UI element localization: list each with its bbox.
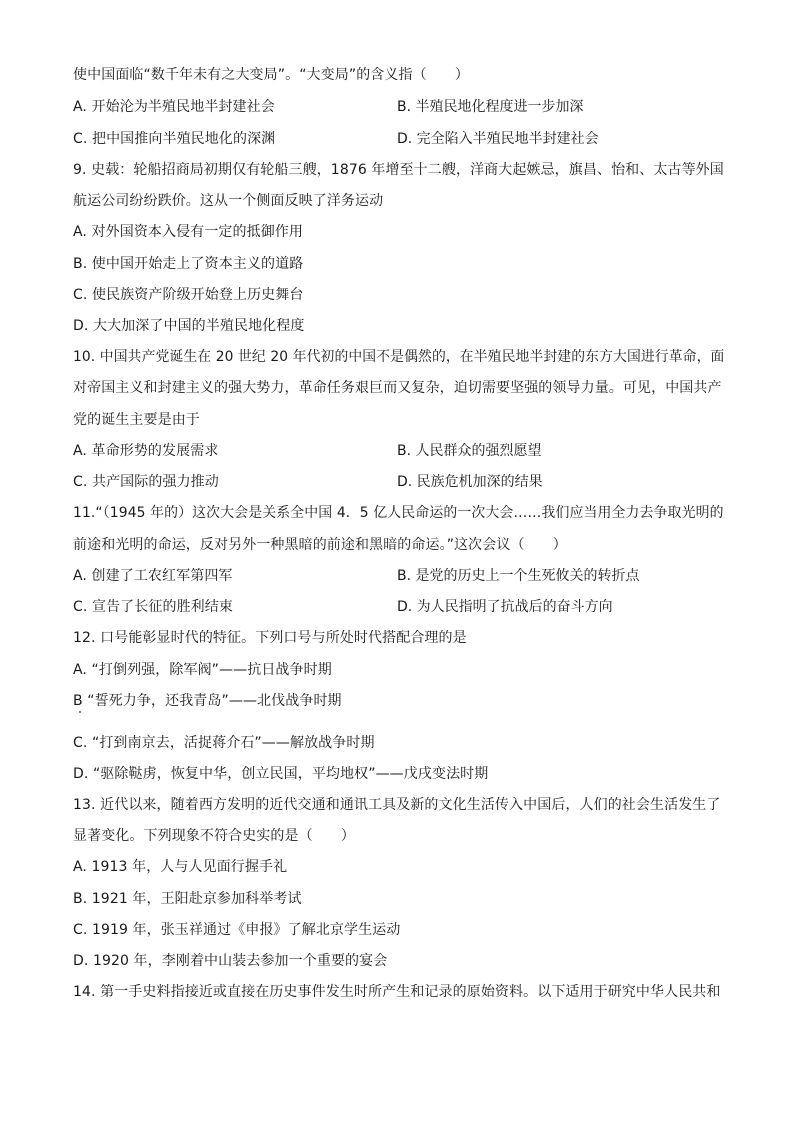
q12-option-c: C. “打到南京去，活捉蒋介石”——解放战争时期 [73, 735, 375, 751]
q10-stem-line3: 党的诞生主要是由于 [73, 412, 200, 428]
q11-option-d: D. 为人民指明了抗战后的奋斗方向 [397, 599, 613, 615]
q9-option-b: B. 使中国开始走上了资本主义的道路 [73, 256, 304, 272]
q9-option-d: D. 大大加深了中国的半殖民地化程度 [73, 318, 305, 334]
q13-option-c: C. 1919 年，张玉祥通过《申报》了解北京学生运动 [73, 922, 401, 938]
q9-option-c: C. 使民族资产阶级开始登上历史舞台 [73, 287, 304, 303]
q13-option-b: B. 1921 年，王阳赴京参加科举考试 [73, 891, 302, 907]
q14-stem-line1: 14. 第一手史料指接近或直接在历史事件发生时所产生和记录的原始资料。以下适用于研究中华人民共和 [73, 984, 721, 1000]
q12-stem: 12. 口号能彰显时代的特征。下列口号与所处时代搭配合理的是 [73, 630, 467, 646]
stray-dot-mark [79, 711, 81, 713]
q9-stem-line1: 9. 史载：轮船招商局初期仅有轮船三艘，1876 年增至十二艘，洋商大起嫉忌，旗昌、怡和、太古等外国 [73, 162, 724, 178]
q9-stem-line2: 航运公司纷纷跌价。这从一个侧面反映了洋务运动 [73, 193, 384, 209]
q10-option-b: B. 人民群众的强烈愿望 [397, 443, 542, 459]
q8-option-d: D. 完全陷入半殖民地半封建社会 [397, 131, 599, 147]
q10-option-c: C. 共产国际的强力推动 [73, 474, 219, 490]
q13-option-a: A. 1913 年，人与人见面行握手礼 [73, 859, 288, 875]
q13-stem-line1: 13. 近代以来，随着西方发明的近代交通和通讯工具及新的文化生活传入中国后，人们的社会生活发生了 [73, 797, 721, 813]
q10-option-d: D. 民族危机加深的结果 [397, 474, 543, 490]
q8-option-b: B. 半殖民地化程度进一步加深 [397, 99, 584, 115]
q12-option-d: D. “驱除鞑虏，恢复中华，创立民国，平均地权”——戊戌变法时期 [73, 766, 489, 782]
q8-stem: 使中国面临“数千年未有之大变局”。“大变局”的含义指（ ） [73, 67, 470, 83]
q8-option-c: C. 把中国推向半殖民地化的深渊 [73, 131, 276, 147]
q10-stem-line2: 对帝国主义和封建主义的强大势力，革命任务艰巨而又复杂，迫切需要坚强的领导力量。可见，中国共产 [73, 380, 722, 396]
q13-stem-line2: 显著变化。下列现象不符合史实的是（ ） [73, 828, 355, 844]
q11-stem-line2: 前途和光明的命运，反对另外一种黑暗的前途和黑暗的命运。”这次会议（ ） [73, 537, 567, 553]
q12-option-b: B “誓死力争，还我青岛”——北伐战争时期 [73, 693, 342, 709]
q11-stem-line1: 11.“（1945 年的）这次大会是关系全中国 4．5 亿人民命运的一次大会……我们应当用全力去争取光明的 [73, 505, 724, 521]
q8-option-a: A. 开始沦为半殖民地半封建社会 [73, 99, 275, 115]
q13-option-d: D. 1920 年，李刚着中山装去参加一个重要的宴会 [73, 953, 388, 969]
q9-option-a: A. 对外国资本入侵有一定的抵御作用 [73, 224, 304, 240]
q11-option-a: A. 创建了工农红军第四军 [73, 568, 233, 584]
q10-stem-line1: 10. 中国共产党诞生在 20 世纪 20 年代初的中国不是偶然的，在半殖民地半封建的东方大国进行革命，面 [73, 349, 725, 365]
q12-option-a: A. “打倒列强，除军阀”——抗日战争时期 [73, 662, 332, 678]
q11-option-c: C. 宣告了长征的胜利结束 [73, 599, 233, 615]
q11-option-b: B. 是党的历史上一个生死攸关的转折点 [397, 568, 640, 584]
q10-option-a: A. 革命形势的发展需求 [73, 443, 219, 459]
